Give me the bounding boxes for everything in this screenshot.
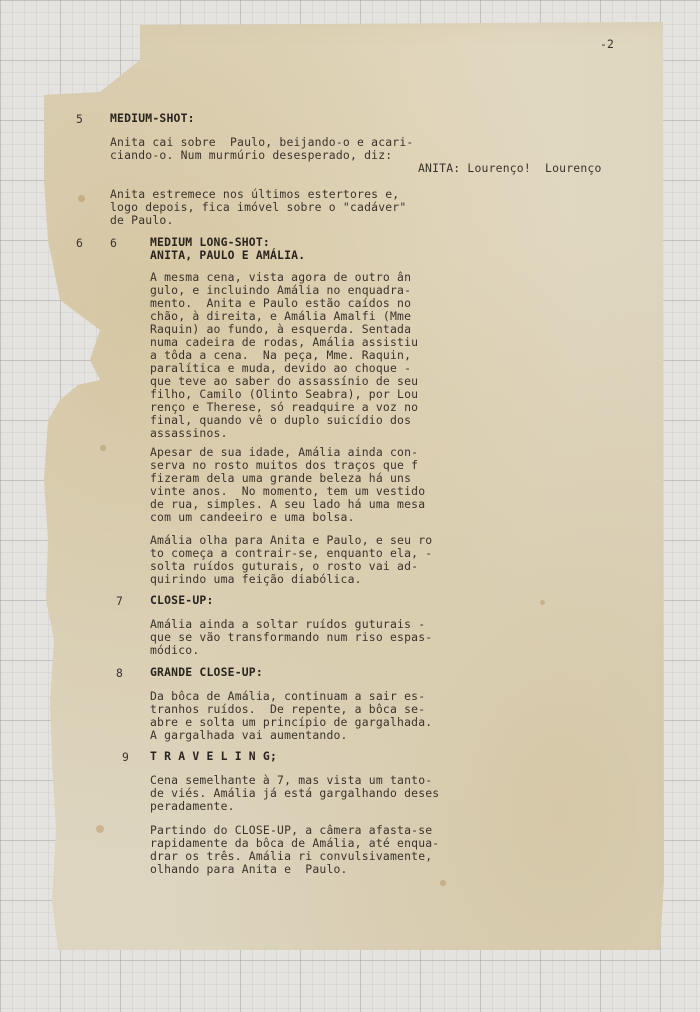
text-line: Amália ainda a soltar ruídos guturais - — [150, 617, 426, 631]
text-line: Anita cai sobre Paulo, beijando-o e acari- — [110, 135, 414, 149]
text-line: que teve ao saber do assassínio de seu — [150, 374, 419, 388]
text-line: final, quando vê o duplo suicídio dos — [150, 413, 412, 427]
text-line: Cena semelhante à 7, mas vista um tanto- — [150, 773, 433, 787]
text-line: de viés. Amália já está gargalhando deses — [150, 786, 440, 800]
text-line: renço e Therese, só readquire a voz no — [150, 400, 419, 414]
dialogue-line: ANITA: Lourenço! Lourenço — [418, 161, 602, 175]
stain — [78, 195, 85, 202]
text-line: peradamente. — [150, 799, 235, 813]
scene-number: 9 — [122, 750, 129, 764]
text-line: gulo, e incluindo Amália no enquadra- — [150, 283, 412, 297]
scene-number: 5 — [76, 112, 83, 126]
text-line: Da bôca de Amália, continuam a sair es- — [150, 689, 426, 703]
scene-heading: T R A V E L I N G; — [150, 749, 278, 763]
text-line: quirindo uma feição diabólica. — [150, 572, 362, 586]
text-line: to começa a contrair-se, enquanto ela, - — [150, 546, 433, 560]
text-line: drar os três. Amália ri convulsivamente, — [150, 849, 433, 863]
text-line: chão, à direita, e Amália Amalfi (Mme — [150, 309, 412, 323]
scene-subheading: ANITA, PAULO E AMÁLIA. — [150, 248, 306, 262]
text-line: que se vão transformando num riso espas- — [150, 630, 433, 644]
text-line: fizeram dela uma grande beleza há uns — [150, 471, 412, 485]
stain — [96, 825, 104, 833]
text-line: ciando-o. Num murmúrio desesperado, diz: — [110, 148, 393, 162]
scene-number: 8 — [116, 666, 123, 680]
text-line: a tôda a cena. Na peça, Mme. Raquin, — [150, 348, 412, 362]
text-line: serva no rosto muitos dos traços que f — [150, 458, 419, 472]
stain — [440, 880, 446, 886]
text-line: abre e solta um princípio de gargalhada. — [150, 715, 433, 729]
text-line: mento. Anita e Paulo estão caídos no — [150, 296, 412, 310]
text-line: de rua, simples. A seu lado há uma mesa — [150, 497, 426, 511]
text-line: Anita estremece nos últimos estertores e, — [110, 187, 400, 201]
page-number: -2 — [600, 37, 615, 51]
text-line: paralítica e muda, devido ao choque - — [150, 361, 412, 375]
text-line: Apesar de sua idade, Amália ainda con- — [150, 445, 419, 459]
text-line: tranhos ruídos. De repente, a bôca se- — [150, 702, 426, 716]
text-line: Amália olha para Anita e Paulo, e seu ro — [150, 533, 433, 547]
scene-number: 6 — [76, 236, 83, 250]
scene-heading: CLOSE-UP: — [150, 593, 214, 607]
text-line: vinte anos. No momento, tem um vestido — [150, 484, 426, 498]
stain — [100, 445, 106, 451]
text-line: solta ruídos guturais, o rosto vai ad- — [150, 559, 419, 573]
scene-number: 6 — [110, 236, 117, 250]
text-line: Partindo do CLOSE-UP, a câmera afasta-se — [150, 823, 433, 837]
text-line: Raquin) ao fundo, à esquerda. Sentada — [150, 322, 412, 336]
scene-number: 7 — [116, 594, 123, 608]
text-line: com um candeeiro e uma bolsa. — [150, 510, 355, 524]
text-line: numa cadeira de rodas, Amália assistiu — [150, 335, 419, 349]
text-line: A mesma cena, vista agora de outro ân — [150, 270, 412, 284]
text-line: módico. — [150, 643, 200, 657]
text-line: logo depois, fica imóvel sobre o "cadáver" — [110, 200, 407, 214]
scene-heading: MEDIUM-SHOT: — [110, 111, 195, 125]
scene-heading: MEDIUM LONG-SHOT: — [150, 235, 270, 249]
text-line: de Paulo. — [110, 213, 174, 227]
text-line: filho, Camilo (Olinto Seabra), por Lou — [150, 387, 419, 401]
scene-heading: GRANDE CLOSE-UP: — [150, 665, 263, 679]
text-line: A gargalhada vai aumentando. — [150, 728, 348, 742]
text-line: olhando para Anita e Paulo. — [150, 862, 348, 876]
stain — [540, 600, 545, 605]
text-line: assassinos. — [150, 426, 228, 440]
text-line: rapidamente da bôca de Amália, até enqua- — [150, 836, 440, 850]
